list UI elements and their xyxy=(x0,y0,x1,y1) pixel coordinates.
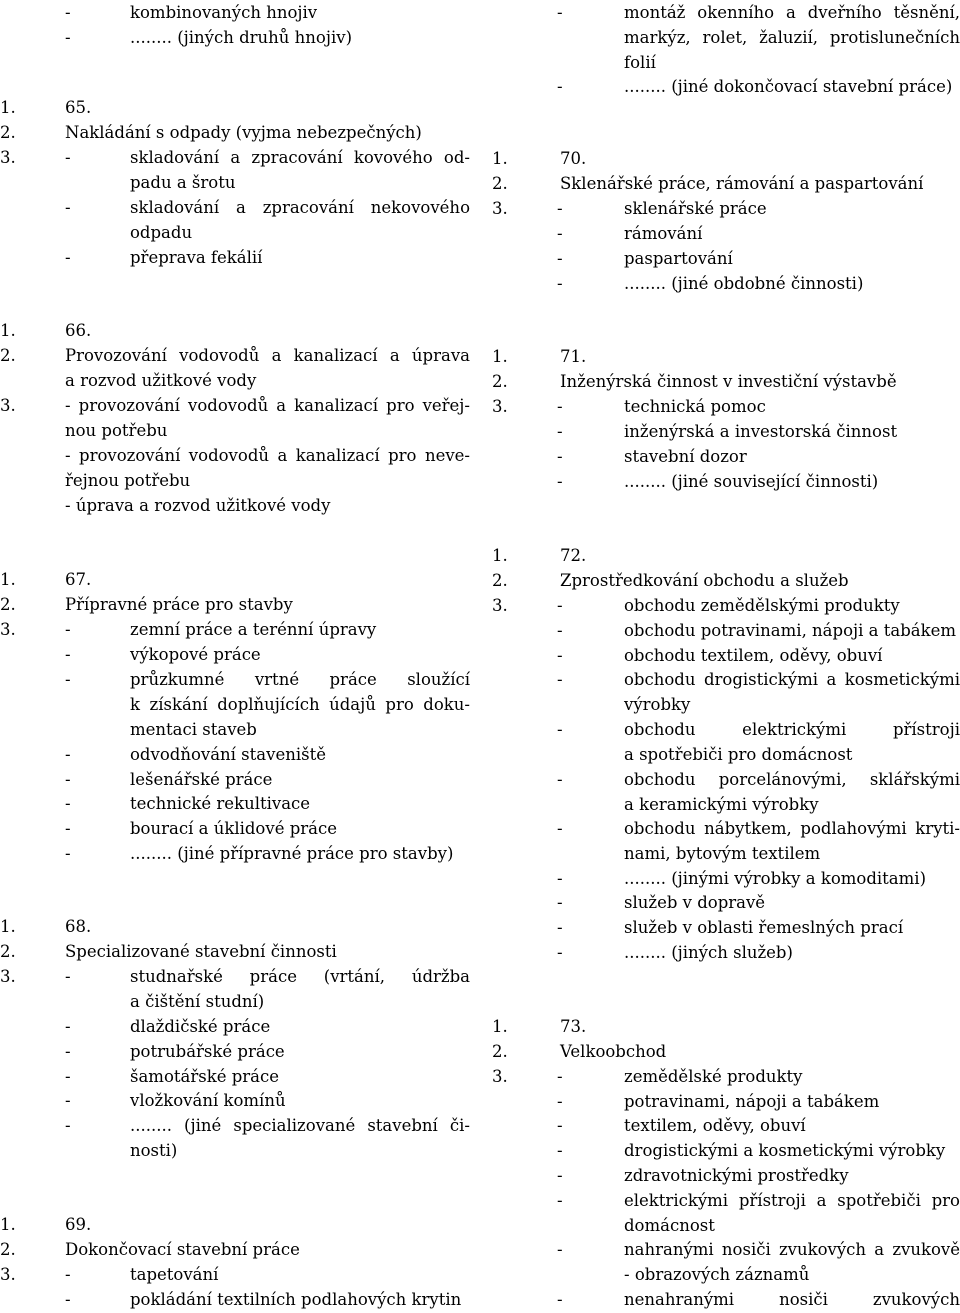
bullet-dash: - xyxy=(65,1042,71,1061)
text-line xyxy=(0,245,470,270)
line-text: 66. xyxy=(65,321,92,340)
line-text: - obrazových záznamů xyxy=(624,1265,810,1284)
bullet-dash: - xyxy=(557,274,563,293)
bullet-dash: - xyxy=(65,1116,71,1135)
line-text: sklenářské práce xyxy=(624,199,767,218)
line-text: nahranými nosiči zvukových a zvukově xyxy=(624,1240,960,1259)
line-text: montáž okenního a dveřního těsnění, xyxy=(624,3,960,22)
line-text: odvodňování staveniště xyxy=(130,745,326,764)
line-text: paspartování xyxy=(624,249,733,268)
text-line xyxy=(0,914,470,939)
text-line xyxy=(0,1039,470,1064)
item-number: 2. xyxy=(0,1240,16,1259)
item-number: 2. xyxy=(0,942,16,961)
item-number: 1. xyxy=(0,917,16,936)
bullet-dash: - xyxy=(557,670,563,689)
text-line xyxy=(492,593,960,618)
bullet-dash: - xyxy=(557,621,563,640)
line-text: elektrickými přístroji a spotřebiči pro xyxy=(624,1191,960,1210)
bullet-dash: - xyxy=(557,1191,563,1210)
line-text: folií xyxy=(624,53,656,72)
line-text: Sklenářské práce, rámování a paspartování xyxy=(560,174,924,193)
bullet-dash: - xyxy=(557,1116,563,1135)
text-line xyxy=(0,567,470,592)
text-line xyxy=(492,1113,960,1138)
line-text: 67. xyxy=(65,570,92,589)
text-line xyxy=(0,220,470,245)
line-text: Provozování vodovodů a kanalizací a úprava xyxy=(65,346,470,365)
text-line xyxy=(0,841,470,866)
line-text: 70. xyxy=(560,149,587,168)
line-text: technická pomoc xyxy=(624,397,766,416)
bullet-dash: - xyxy=(65,1091,71,1110)
text-line xyxy=(492,469,960,494)
text-line xyxy=(492,344,960,369)
bullet-dash: - xyxy=(65,248,71,267)
text-line xyxy=(492,1039,960,1064)
line-text: ........ (jiné dokončovací stavební práce) xyxy=(624,77,953,96)
line-text: Nakládání s odpady (vyjma nebezpečných) xyxy=(65,123,422,142)
text-line xyxy=(0,692,470,717)
text-line xyxy=(0,767,470,792)
text-line xyxy=(492,643,960,668)
line-text: služeb v oblasti řemeslných prací xyxy=(624,918,904,937)
line-text: k získání doplňujících údajů pro doku- xyxy=(130,695,470,714)
bullet-dash: - xyxy=(557,249,563,268)
text-line xyxy=(492,1163,960,1188)
text-line xyxy=(0,318,470,343)
line-text: domácnost xyxy=(624,1216,715,1235)
text-line xyxy=(492,618,960,643)
line-text: obchodu porcelánovými, sklářskými xyxy=(624,770,960,789)
line-text: potrubářské práce xyxy=(130,1042,285,1061)
text-line xyxy=(492,1213,960,1238)
line-text: nou potřebu xyxy=(65,421,168,440)
line-text: nami, bytovým textilem xyxy=(624,844,821,863)
bullet-dash: - xyxy=(557,397,563,416)
text-line xyxy=(0,1088,470,1113)
text-line xyxy=(0,1287,470,1312)
text-line xyxy=(0,0,470,25)
line-text: obchodu potravinami, nápoji a tabákem xyxy=(624,621,957,640)
line-text: ........ (jiné obdobné činnosti) xyxy=(624,274,864,293)
bullet-dash: - xyxy=(557,770,563,789)
item-number: 1. xyxy=(0,98,16,117)
text-line xyxy=(492,271,960,296)
line-text: rámování xyxy=(624,224,703,243)
text-line xyxy=(492,146,960,171)
bullet-dash: - xyxy=(557,869,563,888)
text-line xyxy=(0,468,470,493)
text-line xyxy=(0,1262,470,1287)
text-line xyxy=(492,667,960,692)
text-line xyxy=(0,1212,470,1237)
bullet-dash: - xyxy=(557,199,563,218)
line-text: 73. xyxy=(560,1017,587,1036)
text-line xyxy=(492,915,960,940)
line-text: obchodu drogistickými a kosmetickými xyxy=(624,670,960,689)
line-text: řejnou potřebu xyxy=(65,471,191,490)
text-line xyxy=(492,1237,960,1262)
bullet-dash: - xyxy=(557,1290,563,1309)
item-number: 2. xyxy=(492,174,508,193)
line-text: služeb v dopravě xyxy=(624,893,766,912)
text-line xyxy=(492,1064,960,1089)
item-number: 2. xyxy=(492,1042,508,1061)
bullet-dash: - xyxy=(65,1265,71,1284)
item-number: 2. xyxy=(492,571,508,590)
line-text: technické rekultivace xyxy=(130,794,311,813)
line-text: drogistickými a kosmetickými výrobky xyxy=(624,1141,946,1160)
item-number: 3. xyxy=(492,397,508,416)
text-line xyxy=(0,170,470,195)
text-line xyxy=(492,0,960,25)
line-text: výkopové práce xyxy=(130,645,261,664)
text-line xyxy=(492,171,960,196)
text-line xyxy=(492,692,960,717)
bullet-dash: - xyxy=(557,1067,563,1086)
line-text: Inženýrská činnost v investiční výstavbě xyxy=(560,372,897,391)
bullet-dash: - xyxy=(65,148,71,167)
line-text: padu a šrotu xyxy=(130,173,236,192)
line-text: stavební dozor xyxy=(624,447,747,466)
text-line xyxy=(0,368,470,393)
item-number: 2. xyxy=(0,123,16,142)
text-line xyxy=(0,964,470,989)
bullet-dash: - xyxy=(557,646,563,665)
item-number: 1. xyxy=(0,1215,16,1234)
bullet-dash: - xyxy=(557,1141,563,1160)
line-text: zdravotnickými prostředky xyxy=(624,1166,849,1185)
item-number: 3. xyxy=(492,199,508,218)
item-number: 2. xyxy=(492,372,508,391)
line-text: studnařské práce (vrtání, údržba xyxy=(130,967,470,986)
line-text: Přípravné práce pro stavby xyxy=(65,595,293,614)
line-text: a čištění studní) xyxy=(130,992,265,1011)
line-text: pokládání textilních podlahových krytin xyxy=(130,1290,462,1309)
bullet-dash: - xyxy=(557,819,563,838)
text-line xyxy=(0,592,470,617)
bullet-dash: - xyxy=(557,720,563,739)
line-text: skladování a zpracování nekovového xyxy=(130,198,470,217)
line-text: a spotřebiči pro domácnost xyxy=(624,745,853,764)
text-line xyxy=(492,74,960,99)
text-line xyxy=(492,419,960,444)
text-line xyxy=(492,1138,960,1163)
line-text: ........ (jiné specializované stavební či- xyxy=(130,1116,470,1135)
bullet-dash: - xyxy=(65,844,71,863)
text-line xyxy=(0,195,470,220)
text-line xyxy=(492,767,960,792)
text-line xyxy=(0,816,470,841)
text-line xyxy=(492,369,960,394)
line-text: obchodu elektrickými přístroji xyxy=(624,720,960,739)
bullet-dash: - xyxy=(557,224,563,243)
line-text: 71. xyxy=(560,347,587,366)
text-line xyxy=(492,866,960,891)
text-line xyxy=(492,568,960,593)
bullet-dash: - xyxy=(65,967,71,986)
bullet-dash: - xyxy=(557,472,563,491)
line-text: odpadu xyxy=(130,223,193,242)
line-text: obchodu textilem, oděvy, obuví xyxy=(624,646,883,665)
bullet-dash: - xyxy=(557,1240,563,1259)
line-text: dlaždičské práce xyxy=(130,1017,271,1036)
line-text: Zprostředkování obchodu a služeb xyxy=(560,571,849,590)
bullet-dash: - xyxy=(65,670,71,689)
item-number: 1. xyxy=(492,1017,508,1036)
bullet-dash: - xyxy=(557,943,563,962)
item-number: 1. xyxy=(0,570,16,589)
line-text: výrobky xyxy=(624,695,691,714)
bullet-dash: - xyxy=(65,198,71,217)
text-line xyxy=(0,642,470,667)
text-line xyxy=(492,1089,960,1114)
text-line xyxy=(0,791,470,816)
text-line xyxy=(492,1287,960,1312)
text-line xyxy=(0,1014,470,1039)
text-line xyxy=(492,841,960,866)
text-line xyxy=(492,221,960,246)
bullet-dash: - xyxy=(65,1017,71,1036)
bullet-dash: - xyxy=(65,1067,71,1086)
text-line xyxy=(0,418,470,443)
line-text: 65. xyxy=(65,98,92,117)
text-line xyxy=(0,717,470,742)
text-line xyxy=(0,1064,470,1089)
bullet-dash: - xyxy=(557,1092,563,1111)
line-text: nenahranými nosiči zvukových xyxy=(624,1290,960,1309)
text-line xyxy=(492,1188,960,1213)
bullet-dash: - xyxy=(557,447,563,466)
text-line xyxy=(0,145,470,170)
text-line xyxy=(492,890,960,915)
bullet-dash: - xyxy=(65,819,71,838)
line-text: průzkumné vrtné práce sloužící xyxy=(130,670,470,689)
line-text: mentaci staveb xyxy=(130,720,257,739)
line-text: markýz, rolet, žaluzií, protislunečních xyxy=(624,28,960,47)
item-number: 1. xyxy=(492,149,508,168)
line-text: Dokončovací stavební práce xyxy=(65,1240,300,1259)
line-text: šamotářské práce xyxy=(130,1067,280,1086)
bullet-dash: - xyxy=(557,893,563,912)
text-line xyxy=(492,246,960,271)
text-line xyxy=(0,95,470,120)
text-line xyxy=(0,393,470,418)
text-line xyxy=(0,1237,470,1262)
bullet-dash: - xyxy=(65,620,71,639)
text-line xyxy=(0,120,470,145)
item-number: 3. xyxy=(492,1067,508,1086)
text-line xyxy=(492,742,960,767)
line-text: ........ (jiných služeb) xyxy=(624,943,793,962)
line-text: Specializované stavební činnosti xyxy=(65,942,337,961)
item-number: 3. xyxy=(0,620,16,639)
line-text: 69. xyxy=(65,1215,92,1234)
line-text: Velkoobchod xyxy=(560,1042,667,1061)
text-line xyxy=(492,50,960,75)
item-number: 3. xyxy=(0,148,16,167)
line-text: a keramickými výrobky xyxy=(624,795,819,814)
line-text: přeprava fekálií xyxy=(130,248,263,267)
text-line xyxy=(492,792,960,817)
line-text: ........ (jinými výrobky a komoditami) xyxy=(624,869,927,888)
line-text: ........ (jiné související činnosti) xyxy=(624,472,879,491)
text-line xyxy=(0,939,470,964)
line-text: tapetování xyxy=(130,1265,219,1284)
item-number: 3. xyxy=(0,967,16,986)
text-line xyxy=(0,493,470,518)
text-line xyxy=(492,717,960,742)
line-text: 68. xyxy=(65,917,92,936)
text-line xyxy=(492,394,960,419)
line-text: obchodu zemědělskými produkty xyxy=(624,596,900,615)
text-line xyxy=(492,25,960,50)
text-line xyxy=(0,25,470,50)
item-number: 1. xyxy=(492,546,508,565)
line-text: zemědělské produkty xyxy=(624,1067,803,1086)
text-line xyxy=(492,444,960,469)
text-line xyxy=(492,196,960,221)
line-text: vložkování komínů xyxy=(130,1091,286,1110)
text-line xyxy=(492,940,960,965)
text-line xyxy=(0,667,470,692)
bullet-dash: - xyxy=(65,1290,71,1309)
text-line xyxy=(492,1262,960,1287)
item-number: 2. xyxy=(0,595,16,614)
bullet-dash: - xyxy=(557,422,563,441)
line-text: zemní práce a terénní úpravy xyxy=(130,620,377,639)
item-number: 3. xyxy=(492,596,508,615)
line-text: 72. xyxy=(560,546,587,565)
text-line xyxy=(0,1113,470,1138)
line-text: skladování a zpracování kovového od- xyxy=(130,148,470,167)
line-text: a rozvod užitkové vody xyxy=(65,371,257,390)
text-line xyxy=(0,989,470,1014)
item-number: 1. xyxy=(492,347,508,366)
bullet-dash: - xyxy=(65,794,71,813)
bullet-dash: - xyxy=(557,3,563,22)
bullet-dash: - xyxy=(65,745,71,764)
line-text: textilem, oděvy, obuví xyxy=(624,1116,806,1135)
text-line xyxy=(0,343,470,368)
line-text: - provozování vodovodů a kanalizací pro veřej- xyxy=(65,396,470,415)
bullet-dash: - xyxy=(557,1166,563,1185)
bullet-dash: - xyxy=(65,645,71,664)
line-text: - provozování vodovodů a kanalizací pro neve- xyxy=(65,446,470,465)
line-text: ........ (jiné přípravné práce pro stavby) xyxy=(130,844,454,863)
line-text: obchodu nábytkem, podlahovými kryti- xyxy=(624,819,960,838)
item-number: 3. xyxy=(0,1265,16,1284)
bullet-dash: - xyxy=(65,28,71,47)
line-text: - úprava a rozvod užitkové vody xyxy=(65,496,331,515)
line-text: inženýrská a investorská činnost xyxy=(624,422,898,441)
line-text: lešenářské práce xyxy=(130,770,273,789)
text-line xyxy=(0,1138,470,1163)
text-line xyxy=(492,1014,960,1039)
line-text: potravinami, nápoji a tabákem xyxy=(624,1092,880,1111)
bullet-dash: - xyxy=(557,77,563,96)
item-number: 2. xyxy=(0,346,16,365)
bullet-dash: - xyxy=(65,3,71,22)
line-text: bourací a úklidové práce xyxy=(130,819,337,838)
bullet-dash: - xyxy=(557,596,563,615)
item-number: 1. xyxy=(0,321,16,340)
text-line xyxy=(0,742,470,767)
item-number: 3. xyxy=(0,396,16,415)
bullet-dash: - xyxy=(65,770,71,789)
line-text: ........ (jiných druhů hnojiv) xyxy=(130,28,353,47)
line-text: nosti) xyxy=(130,1141,178,1160)
text-line xyxy=(0,443,470,468)
text-line xyxy=(0,617,470,642)
text-line xyxy=(492,543,960,568)
line-text: kombinovaných hnojiv xyxy=(130,3,318,22)
bullet-dash: - xyxy=(557,918,563,937)
text-line xyxy=(492,816,960,841)
